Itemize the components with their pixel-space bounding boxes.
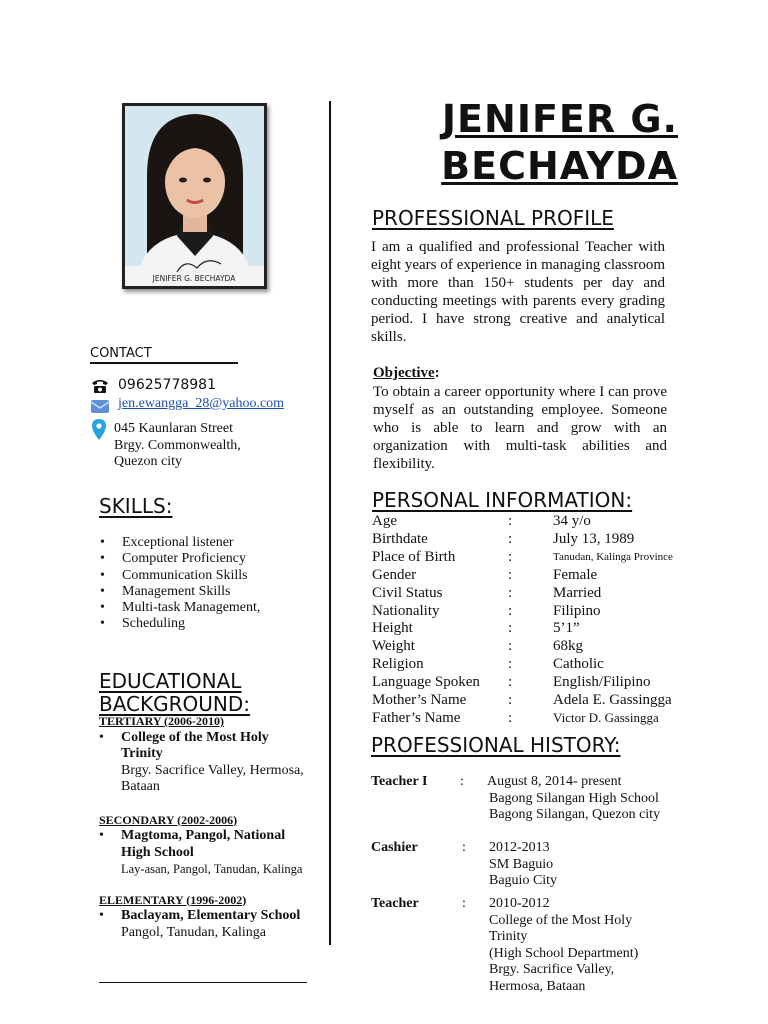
history-line: 2012-2013: [489, 840, 550, 855]
footer-rule: [99, 982, 307, 983]
contact-heading: CONTACT: [90, 346, 238, 364]
skills-heading: SKILLS:: [99, 494, 173, 518]
info-colon: :: [508, 692, 513, 708]
location-pin-icon: [92, 419, 106, 441]
history-line: 2010-2012: [489, 896, 550, 911]
phone-icon: [91, 378, 109, 394]
skill-item: • Computer Proficiency: [100, 551, 320, 567]
personal-info-heading: PERSONAL INFORMATION:: [372, 488, 633, 512]
profile-photo: [122, 103, 267, 289]
info-label: Nationality: [372, 602, 440, 619]
info-value: Victor D. Gassingga: [553, 709, 659, 725]
secondary-label: SECONDARY (2002-2006): [99, 812, 238, 827]
personal-info-row: [372, 709, 692, 727]
history-line: Trinity: [489, 929, 528, 944]
tertiary-entry: [99, 730, 324, 796]
address-line: Brgy. Commonwealth,: [114, 437, 241, 453]
personal-info-row: [372, 548, 692, 566]
secondary-entry: [99, 828, 324, 878]
personal-info-row: [372, 584, 692, 602]
info-label: Religion: [372, 656, 424, 673]
history-line: Hermosa, Bataan: [489, 978, 586, 994]
history-details: [489, 840, 557, 890]
name-line1: JENIFER G.: [441, 97, 678, 141]
info-value: Filipino: [553, 602, 601, 619]
history-line: Bagong Silangan, Quezon city: [489, 807, 661, 822]
info-value: Catholic: [553, 656, 604, 673]
email-link[interactable]: jen.ewangga_28@yahoo.com: [118, 396, 285, 411]
history-line: SM Baguio: [489, 856, 554, 872]
history-line: August 8, 2014- present: [487, 774, 622, 789]
personal-info-row: [372, 619, 692, 637]
history-line: Brgy. Sacrifice Valley,: [489, 962, 615, 977]
info-label: Weight: [372, 638, 415, 655]
tertiary-address: Brgy. Sacrifice Valley, Hermosa, Bataan: [121, 762, 304, 794]
skill-item: • Management Skills: [100, 584, 320, 600]
info-label: Height: [372, 620, 413, 637]
history-job-title: Cashier: [371, 840, 418, 855]
profile-heading: PROFESSIONAL PROFILE: [372, 206, 614, 230]
info-colon: :: [508, 709, 513, 726]
info-label: Place of Birth: [372, 548, 456, 565]
mail-icon: [90, 398, 110, 414]
skill-item: • Multi-task Management,: [100, 600, 320, 616]
info-value: Married: [553, 584, 602, 601]
column-divider: [329, 101, 331, 945]
info-colon: :: [508, 584, 513, 601]
secondary-address: Lay-asan, Pangol, Tanudan, Kalinga: [121, 862, 303, 876]
history-colon: :: [460, 774, 464, 789]
profile-text: I am a qualified and professional Teacher with eight years of experience in managing classroom with more than 150+ students per day and conducting meetings with parents every grading period. I have strong creative and analytical skills.: [371, 239, 665, 345]
address-block: [114, 421, 241, 471]
info-colon: :: [508, 620, 513, 637]
info-value: Tanudan, Kalinga Province: [553, 550, 673, 563]
personal-info-row: [372, 512, 692, 530]
objective-label: Objective: [373, 365, 435, 381]
personal-info-row: [372, 655, 692, 673]
info-label: Civil Status: [372, 584, 443, 601]
info-colon: :: [508, 566, 513, 583]
history-line: (High School Department): [489, 945, 639, 961]
education-list: [99, 713, 324, 941]
photo-signature-text: JENIFER G. BECHAYDA: [152, 274, 236, 283]
history-line: College of the Most Holy: [489, 912, 633, 928]
address-line: 045 Kaunlaran Street: [114, 421, 233, 436]
name-line2: BECHAYDA: [441, 144, 678, 188]
education-heading: [99, 670, 250, 716]
history-details: [489, 896, 638, 995]
education-heading-line2: BACKGROUND:: [99, 692, 251, 716]
history-colon: :: [462, 840, 466, 855]
elementary-entry: [99, 908, 324, 941]
history-details: [487, 774, 660, 824]
history-colon: :: [462, 896, 466, 911]
personal-info-row: [372, 673, 692, 691]
info-label: Age: [372, 513, 397, 529]
tertiary-school: • College of the Most Holy Trinity: [121, 729, 269, 761]
info-value: July 13, 1989: [553, 530, 635, 547]
elementary-address: Pangol, Tanudan, Kalinga: [121, 924, 266, 940]
history-line: Baguio City: [489, 873, 558, 888]
objective-heading: [373, 365, 440, 382]
info-colon: :: [508, 656, 513, 673]
history-heading: PROFESSIONAL HISTORY:: [371, 733, 621, 757]
secondary-school: • Magtoma, Pangol, National High School: [121, 828, 286, 860]
skills-list: [100, 535, 320, 633]
info-value: English/Filipino: [553, 674, 651, 691]
info-value: 34 y/o: [553, 513, 591, 529]
history-job-title: Teacher: [371, 896, 419, 911]
elementary-school: • Baclayam, Elementary School: [121, 908, 301, 923]
info-colon: :: [508, 513, 513, 529]
personal-info-row: [372, 691, 692, 709]
phone-number: 09625778981: [118, 377, 216, 393]
info-value: 68kg: [553, 638, 583, 655]
info-colon: :: [508, 638, 513, 655]
tertiary-label: TERTIARY (2006-2010): [99, 714, 225, 728]
info-colon: :: [508, 674, 513, 691]
objective-colon: :: [434, 365, 440, 381]
info-label: Birthdate: [372, 530, 428, 547]
skill-item: • Communication Skills: [100, 568, 320, 584]
info-colon: :: [508, 548, 513, 565]
info-label: Language Spoken: [372, 674, 480, 691]
info-label: Gender: [372, 566, 417, 583]
info-value: Adela E. Gassingga: [553, 692, 672, 708]
education-heading-line1: EDUCATIONAL: [99, 669, 242, 693]
info-colon: :: [508, 602, 513, 619]
elementary-label: ELEMENTARY (1996-2002): [99, 892, 247, 907]
personal-info-row: [372, 566, 692, 584]
skill-item: • Exceptional listener: [100, 535, 320, 551]
history-line: Bagong Silangan High School: [489, 790, 659, 806]
info-colon: :: [508, 530, 513, 547]
portrait-image: [125, 106, 264, 286]
applicant-name: [400, 96, 678, 190]
personal-info-row: [372, 530, 692, 548]
address-line: Quezon city: [114, 454, 183, 469]
objective-text: To obtain a career opportunity where I can prove myself as an outstanding employee. Someone who is able to learn and grow with an organization with multi-task abilities and flexibility.: [373, 384, 667, 472]
history-job-title: Teacher I: [371, 774, 428, 789]
info-value: Female: [553, 566, 598, 583]
personal-info-row: [372, 602, 692, 620]
info-label: Father’s Name: [372, 709, 461, 726]
info-value: 5’1”: [553, 620, 580, 637]
info-label: Mother’s Name: [372, 692, 467, 708]
skill-item: • Scheduling: [100, 616, 320, 632]
personal-info-row: [372, 637, 692, 655]
